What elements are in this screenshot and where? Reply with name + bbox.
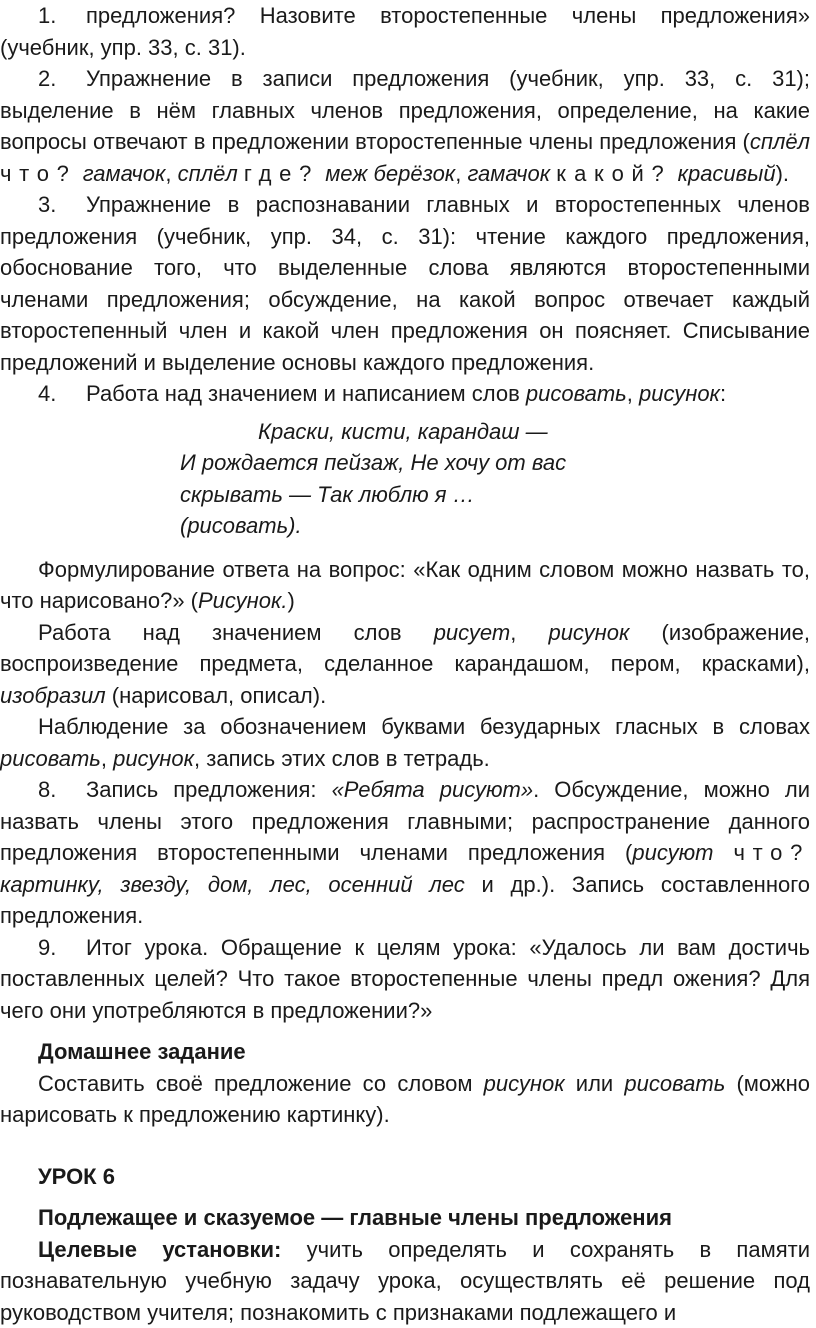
poem-block — [0, 416, 810, 542]
paragraph-text: Составить своё предложение со словом — [38, 1071, 484, 1096]
item-number: 9. — [38, 932, 86, 964]
poem-line: Краски, кисти, карандаш — — [0, 416, 810, 448]
paragraph-text: или — [565, 1071, 625, 1096]
punctuation: , — [627, 381, 639, 406]
italic-word: картинку, звезду, дом, лес, осенний лес — [0, 872, 465, 897]
item-number: 4. — [38, 378, 86, 410]
paragraph-text: предложения? Назовите второстепенные члены предложения» (учебник, упр. 33, с. 31). — [0, 3, 810, 60]
paragraph-7 — [0, 711, 810, 774]
italic-word: сплёл — [750, 129, 810, 154]
italic-word: рисовать — [0, 746, 101, 771]
paragraph-9 — [0, 932, 810, 1027]
punctuation: , — [165, 161, 177, 186]
paragraph-text: (можно нарисовать к предложению картинку). — [0, 1071, 810, 1128]
item-number: 1. — [38, 0, 86, 32]
paragraph-text: Наблюдение за обозначением буквами безударных гласных в словах — [38, 714, 810, 739]
paragraph-text: (изображение, воспроизведение предмета, сделанное карандашом, пером, красками), — [0, 620, 810, 677]
paragraph-text: Формулирование ответа на вопрос: «Как одним словом можно назвать то, что нарисовано?» ( — [0, 557, 810, 614]
italic-word: рисовать — [624, 1071, 725, 1096]
paragraph-text: Работа над значением и написанием слов — [86, 381, 526, 406]
italic-word: рисунок — [548, 620, 629, 645]
lesson-subtitle: Подлежащее и сказуемое — главные члены предложения — [0, 1202, 810, 1234]
italic-word: сплёл — [178, 161, 238, 186]
italic-word: изобразил — [0, 683, 106, 708]
poem-line: (рисовать). — [0, 510, 810, 542]
paragraph-text: Упражнение в записи предложения (учебник, упр. 33, с. 31); выделение в нём главных членов предложения, определение, на какие вопросы отвечают в предложении второстепенные члены предложения ( — [0, 66, 810, 154]
punctuation: , — [510, 620, 548, 645]
italic-word: рисунок — [639, 381, 720, 406]
paragraph-text: учить определять и сохранять в памяти познавательную учебную задачу урока, осуществлять её решение под руководством учителя; познакомить с признаками подлежащего и — [0, 1237, 810, 1325]
paragraph-1 — [0, 0, 810, 63]
italic-word: меж берёзок — [325, 161, 455, 186]
paragraph-text: Запись предложения: — [86, 777, 332, 802]
punctuation: , — [455, 161, 467, 186]
paragraph-5 — [0, 554, 810, 617]
homework-text — [0, 1068, 810, 1131]
paragraph-4 — [0, 378, 810, 410]
italic-word: гамачок — [83, 161, 166, 186]
italic-word: рисует — [434, 620, 511, 645]
item-number: 8. — [38, 774, 86, 806]
punctuation: ). — [776, 161, 789, 186]
paragraph-text: , запись этих слов в тетрадь. — [194, 746, 490, 771]
paragraph-text: Работа над значением слов — [38, 620, 434, 645]
paragraph-text: Упражнение в распознавании главных и второстепенных членов предложения (учебник, упр. 34, с. 31): чтение каждого предложения, обоснование того, что выделенные слова являются второстепенными членами предложения; обсуждение, на какой вопрос отвечает каждый второстепенный член и какой член предложения он поясняет. Списывание предложений и выделение основы каждого предложения. — [0, 192, 810, 375]
paragraph-text: (нарисовал, описал). — [106, 683, 327, 708]
paragraph-text: . Обсуждение, можно ли назвать члены этого предложения главными; распространение данного предложения второстепенными членами предложения ( — [0, 777, 810, 865]
paragraph-3 — [0, 189, 810, 378]
question-word: что? — [0, 161, 77, 186]
goals-label: Целевые установки: — [38, 1237, 281, 1262]
paragraph-2 — [0, 63, 810, 189]
italic-word: гамачок — [467, 161, 550, 186]
italic-word: красивый — [678, 161, 776, 186]
lesson-title: УРОК 6 — [0, 1161, 810, 1193]
italic-word: «Ребята рисуют» — [332, 777, 534, 802]
paragraph-text: и др.). Запись составленного предложения. — [0, 872, 810, 929]
italic-word: рисовать — [526, 381, 627, 406]
poem-line: И рождается пейзаж, Не хочу от вас — [0, 447, 810, 479]
question-word: что? — [733, 840, 810, 865]
lesson-goals — [0, 1234, 810, 1328]
italic-word: рисунок — [113, 746, 194, 771]
question-word: какой? — [556, 161, 671, 186]
homework-heading: Домашнее задание — [0, 1036, 810, 1068]
punctuation: ) — [288, 588, 295, 613]
paragraph-8 — [0, 774, 810, 932]
item-number: 2. — [38, 63, 86, 95]
italic-word: рисуют — [632, 840, 713, 865]
punctuation: : — [720, 381, 726, 406]
poem-line: скрывать — Так люблю я … — [0, 479, 810, 511]
italic-word: рисунок — [484, 1071, 565, 1096]
italic-word: Рисунок. — [198, 588, 288, 613]
paragraph-6 — [0, 617, 810, 712]
punctuation: , — [101, 746, 113, 771]
question-word: где? — [244, 161, 319, 186]
item-number: 3. — [38, 189, 86, 221]
paragraph-text: Итог урока. Обращение к целям урока: «Удалось ли вам достичь поставленных целей? Что такое второстепенные члены предл ожения? Для чего они употребляются в предложении?» — [0, 935, 810, 1023]
